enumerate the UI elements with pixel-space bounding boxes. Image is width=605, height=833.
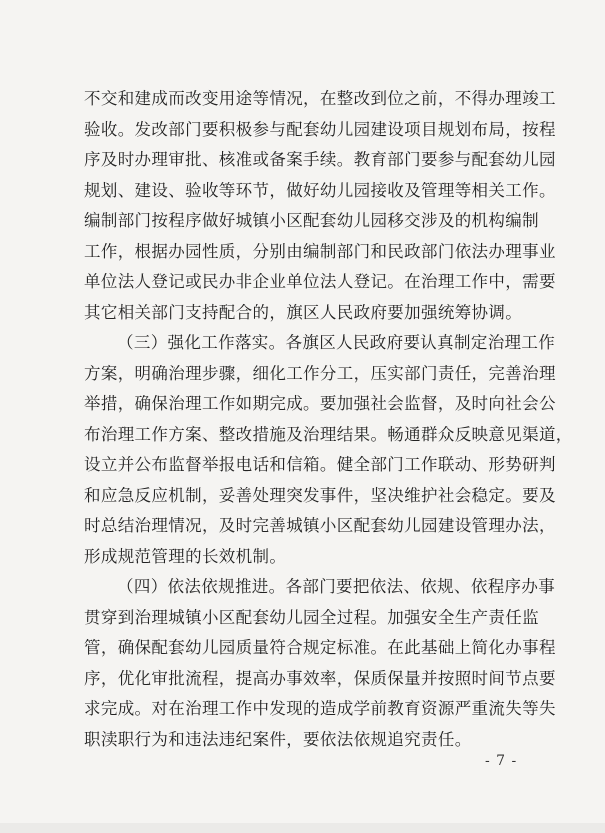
- text-line: 规划、建设、验收等环节，做好幼儿园接收及管理等相关工作。: [84, 180, 556, 200]
- document-body: [84, 84, 573, 755]
- text-line: 布治理工作方案、整改措施及治理结果。畅通群众反映意见渠道，: [84, 424, 573, 444]
- text-line: 验收。发改部门要积极参与配套幼儿园建设项目规划布局，按程: [84, 119, 556, 139]
- text-line: 设立并公布监督举报电话和信箱。健全部门工作联动、形势研判: [84, 455, 556, 474]
- text-line: 方案，明确治理步骤，细化工作分工，压实部门责任，完善治理: [84, 363, 556, 383]
- text-line: 其它相关部门支持配合的，旗区人民政府要加强统筹协调。: [84, 302, 523, 322]
- text-line: 工作，根据办园性质，分别由编制部门和民政部门依法办理事业: [84, 241, 556, 261]
- text-line: 管，确保配套幼儿园质量符合规定标准。在此基础上简化办事程: [84, 638, 556, 657]
- text-line: 序及时办理审批、核准或备案手续。教育部门要参与配套幼儿园: [84, 150, 556, 169]
- text-line: 贯穿到治理城镇小区配套幼儿园全过程。加强安全生产责任监: [84, 607, 539, 627]
- text-line: 不交和建成而改变用途等情况，在整改到位之前，不得办理竣工: [84, 89, 556, 108]
- text-line: 和应急反应机制，妥善处理突发事件，坚决维护社会稳定。要及: [84, 485, 556, 505]
- text-line: 编制部门按程序做好城镇小区配套幼儿园移交涉及的机构编制: [84, 211, 539, 230]
- text-line: 职渎职行为和违法违纪案件，要依法依规追究责任。: [84, 729, 472, 749]
- text-line: 单位法人登记或民办非企业单位法人登记。在治理工作中，需要: [84, 272, 556, 291]
- section-four-heading-line: （四）依法依规推进。各部门要把依法、依规、依程序办事: [117, 577, 556, 596]
- page-bottom-shadow: [0, 823, 605, 833]
- section-three-heading-line: （三）强化工作落实。各旗区人民政府要认真制定治理工作: [117, 333, 556, 352]
- text-line: 形成规范管理的长效机制。: [84, 546, 287, 566]
- text-line: 时总结治理情况，及时完善城镇小区配套幼儿园建设管理办法，: [84, 516, 556, 535]
- page-number: - 7 -: [485, 753, 518, 769]
- text-line: 序，优化审批流程，提高办事效率，保质保量并按照时间节点要: [84, 668, 556, 688]
- text-line: 举措，确保治理工作如期完成。要加强社会监督，及时向社会公: [84, 394, 556, 413]
- text-line: 求完成。对在治理工作中发现的造成学前教育资源严重流失等失: [84, 699, 556, 718]
